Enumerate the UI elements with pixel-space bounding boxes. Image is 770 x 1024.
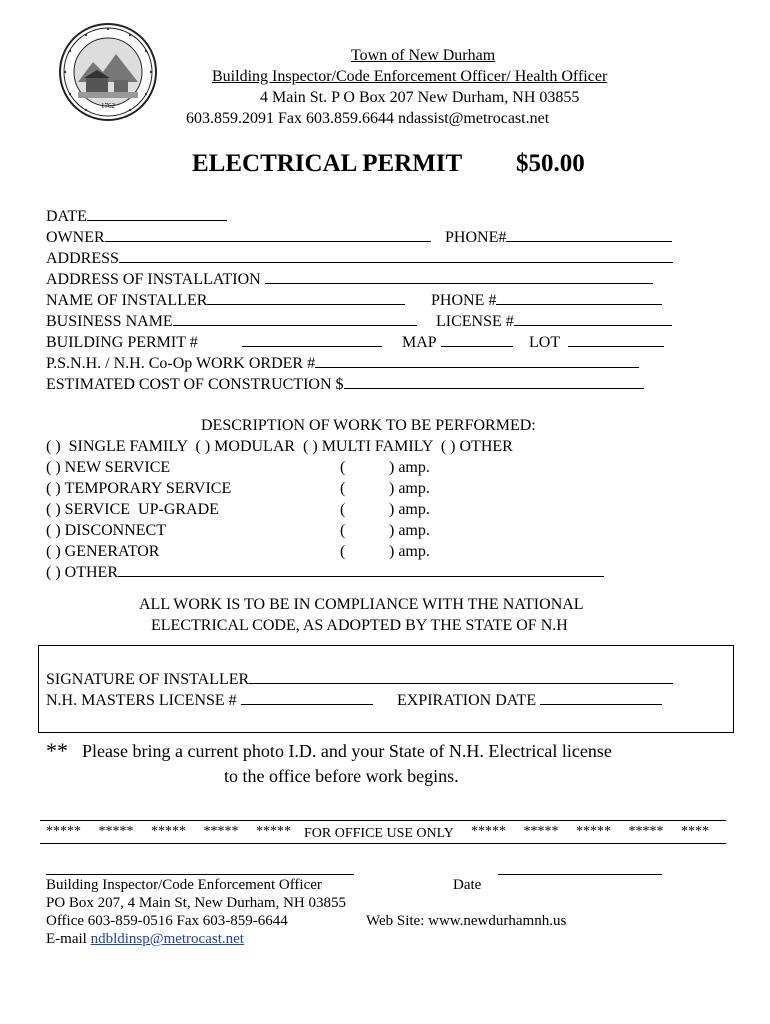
stars-2: ***** xyxy=(98,824,134,839)
other-label: OTHER xyxy=(64,564,118,581)
expiration-line[interactable] xyxy=(540,692,662,705)
estimated-cost-label: ESTIMATED COST OF CONSTRUCTION $ xyxy=(46,376,344,393)
estimated-cost-field[interactable] xyxy=(46,376,644,394)
modular-label: MODULAR xyxy=(214,438,296,455)
disconnect-label: DISCONNECT xyxy=(64,522,166,539)
owner-field[interactable] xyxy=(46,229,431,247)
stars-4: ***** xyxy=(203,824,239,839)
other-line[interactable] xyxy=(118,564,604,577)
business-name-line[interactable] xyxy=(173,313,417,326)
compliance-line-2: ELECTRICAL CODE, AS ADOPTED BY THE STATE OF N.H xyxy=(151,617,568,634)
multi-family-checkbox[interactable]: ( ) xyxy=(303,438,318,455)
installer-phone-field[interactable] xyxy=(431,292,662,310)
notice-stars: ** xyxy=(46,738,68,763)
lot-label: LOT xyxy=(529,334,561,351)
town-name: Town of New Durham xyxy=(351,47,496,64)
address-field[interactable] xyxy=(46,250,673,268)
seal-year: 1762 xyxy=(101,102,115,110)
install-address-field[interactable] xyxy=(46,271,653,289)
temporary-service-checkbox[interactable]: ( ) xyxy=(46,480,61,497)
other-type-label: OTHER xyxy=(459,438,513,455)
new-service-label: NEW SERVICE xyxy=(64,459,171,476)
office-date-line[interactable] xyxy=(498,874,662,875)
map-line[interactable] xyxy=(441,334,513,347)
single-family-label: SINGLE FAMILY xyxy=(68,438,188,455)
temporary-row xyxy=(46,480,231,498)
office-contact: 603.859.2091 Fax 603.859.6644 ndassist@metrocast.net xyxy=(186,110,550,127)
business-name-field[interactable] xyxy=(46,313,417,331)
masters-license-label: N.H. MASTERS LICENSE # xyxy=(46,692,237,709)
amp-open-1: ( xyxy=(340,459,346,476)
work-order-line[interactable] xyxy=(315,355,639,368)
service-upgrade-checkbox[interactable]: ( ) xyxy=(46,501,61,518)
lot-field[interactable] xyxy=(529,334,664,352)
footer-email-row xyxy=(46,931,244,948)
building-permit-label: BUILDING PERMIT # xyxy=(46,334,198,351)
map-field[interactable] xyxy=(402,334,513,352)
service-row xyxy=(46,459,170,477)
license-label: LICENSE # xyxy=(436,313,514,330)
stars-3: ***** xyxy=(151,824,186,839)
address-line[interactable] xyxy=(119,250,673,263)
building-permit-field[interactable] xyxy=(46,334,382,352)
installer-name-field[interactable] xyxy=(46,292,405,310)
permit-title: ELECTRICAL PERMIT xyxy=(192,150,463,177)
footer-website: Web Site: www.newdurhamnh.us xyxy=(366,913,567,929)
stars-5: ***** xyxy=(256,824,291,839)
date-line[interactable] xyxy=(87,208,227,221)
office-use-row-right xyxy=(471,824,709,840)
compliance-line-1: ALL WORK IS TO BE IN COMPLIANCE WITH THE NATIONAL xyxy=(139,596,584,613)
amp-field-4[interactable]: ) amp. xyxy=(389,522,430,539)
generator-row xyxy=(46,543,159,561)
expiration-field[interactable] xyxy=(397,692,662,710)
footer-office-phone: Office 603-859-0516 Fax 603-859-6644 xyxy=(46,913,288,929)
multi-family-label: MULTI FAMILY xyxy=(321,438,433,455)
installer-signature-field[interactable] xyxy=(46,671,673,689)
new-service-checkbox[interactable]: ( ) xyxy=(46,459,61,476)
permit-fee: $50.00 xyxy=(516,150,585,177)
business-name-label: BUSINESS NAME xyxy=(46,313,173,330)
masters-license-field[interactable] xyxy=(46,692,373,710)
notice-line-2: to the office before work begins. xyxy=(224,766,459,786)
lot-line[interactable] xyxy=(568,334,664,347)
stars-6: ***** xyxy=(471,824,506,839)
generator-checkbox[interactable]: ( ) xyxy=(46,543,61,560)
expiration-label: EXPIRATION DATE xyxy=(397,692,537,709)
amp-field-3[interactable]: ) amp. xyxy=(389,501,430,518)
service-upgrade-label: SERVICE UP-GRADE xyxy=(64,501,219,518)
amp-field-2[interactable]: ) amp. xyxy=(389,480,430,497)
installer-signature-label: SIGNATURE OF INSTALLER xyxy=(46,671,250,688)
separator-top xyxy=(40,820,726,821)
license-field[interactable] xyxy=(436,313,672,331)
address-label: ADDRESS xyxy=(46,250,119,267)
amp-open-3: ( xyxy=(340,501,346,518)
work-order-label: P.S.N.H. / N.H. Co-Op WORK ORDER # xyxy=(46,355,316,372)
inspector-title: Building Inspector/Code Enforcement Officer xyxy=(46,877,322,893)
inspector-date-label: Date xyxy=(453,877,482,893)
stars-9: ***** xyxy=(628,824,664,839)
disconnect-row xyxy=(46,522,166,540)
upgrade-row xyxy=(46,501,219,519)
office-address: 4 Main St. P O Box 207 New Durham, NH 03855 xyxy=(260,89,580,106)
amp-open-4: ( xyxy=(340,522,346,539)
building-permit-line[interactable] xyxy=(242,334,382,347)
installer-name-label: NAME OF INSTALLER xyxy=(46,292,208,309)
stars-8: ***** xyxy=(576,824,611,839)
amp-field-1[interactable]: ) amp. xyxy=(389,459,430,476)
phone-line[interactable] xyxy=(506,229,672,242)
disconnect-checkbox[interactable]: ( ) xyxy=(46,522,61,539)
date-label: DATE xyxy=(46,208,87,225)
temporary-service-label: TEMPORARY SERVICE xyxy=(64,480,232,497)
type-row xyxy=(46,438,513,456)
office-use-row xyxy=(46,824,291,840)
inspector-signature-line[interactable] xyxy=(46,874,354,875)
signature-box xyxy=(38,645,734,733)
generator-label: GENERATOR xyxy=(64,543,160,560)
install-address-label: ADDRESS OF INSTALLATION xyxy=(46,271,261,288)
owner-label: OWNER xyxy=(46,229,105,246)
installer-phone-line[interactable] xyxy=(496,292,662,305)
phone-label: PHONE# xyxy=(445,229,507,246)
stars-7: ***** xyxy=(523,824,559,839)
email-label: E-mail xyxy=(46,931,87,947)
stars-10: **** xyxy=(681,824,709,839)
office-title: Building Inspector/Code Enforcement Officer/ Health Officer xyxy=(212,68,608,85)
installer-signature-line[interactable] xyxy=(249,671,673,684)
description-heading: DESCRIPTION OF WORK TO BE PERFORMED: xyxy=(201,417,536,434)
phone-field[interactable] xyxy=(445,229,672,247)
map-label: MAP xyxy=(402,334,437,351)
masters-license-line[interactable] xyxy=(241,692,373,705)
other-row xyxy=(46,564,604,582)
estimated-cost-line[interactable] xyxy=(344,376,644,389)
owner-line[interactable] xyxy=(105,229,431,242)
amp-field-5[interactable]: ) amp. xyxy=(389,543,430,560)
notice-line-1: Please bring a current photo I.D. and your State of N.H. Electrical license xyxy=(82,741,612,761)
modular-checkbox[interactable]: ( ) xyxy=(195,438,211,455)
amp-open-2: ( xyxy=(340,480,346,497)
installer-phone-label: PHONE # xyxy=(431,292,497,309)
date-field[interactable] xyxy=(46,208,227,226)
footer-po-box: PO Box 207, 4 Main St, New Durham, NH 03855 xyxy=(46,895,346,911)
other-checkbox[interactable]: ( ) xyxy=(46,564,61,581)
work-order-field[interactable] xyxy=(46,355,639,373)
other-type-checkbox[interactable]: ( ) xyxy=(440,438,456,455)
stars-1: ***** xyxy=(46,824,81,839)
office-use-label: FOR OFFICE USE ONLY xyxy=(304,826,454,841)
installer-name-line[interactable] xyxy=(207,292,405,305)
amp-open-5: ( xyxy=(340,543,346,560)
email-link[interactable]: ndbldinsp@metrocast.net xyxy=(90,931,244,947)
install-address-line[interactable] xyxy=(265,271,653,284)
single-family-checkbox[interactable]: ( ) xyxy=(46,438,61,455)
town-seal-logo xyxy=(58,20,158,124)
license-line[interactable] xyxy=(514,313,672,326)
separator-bottom xyxy=(40,843,726,844)
